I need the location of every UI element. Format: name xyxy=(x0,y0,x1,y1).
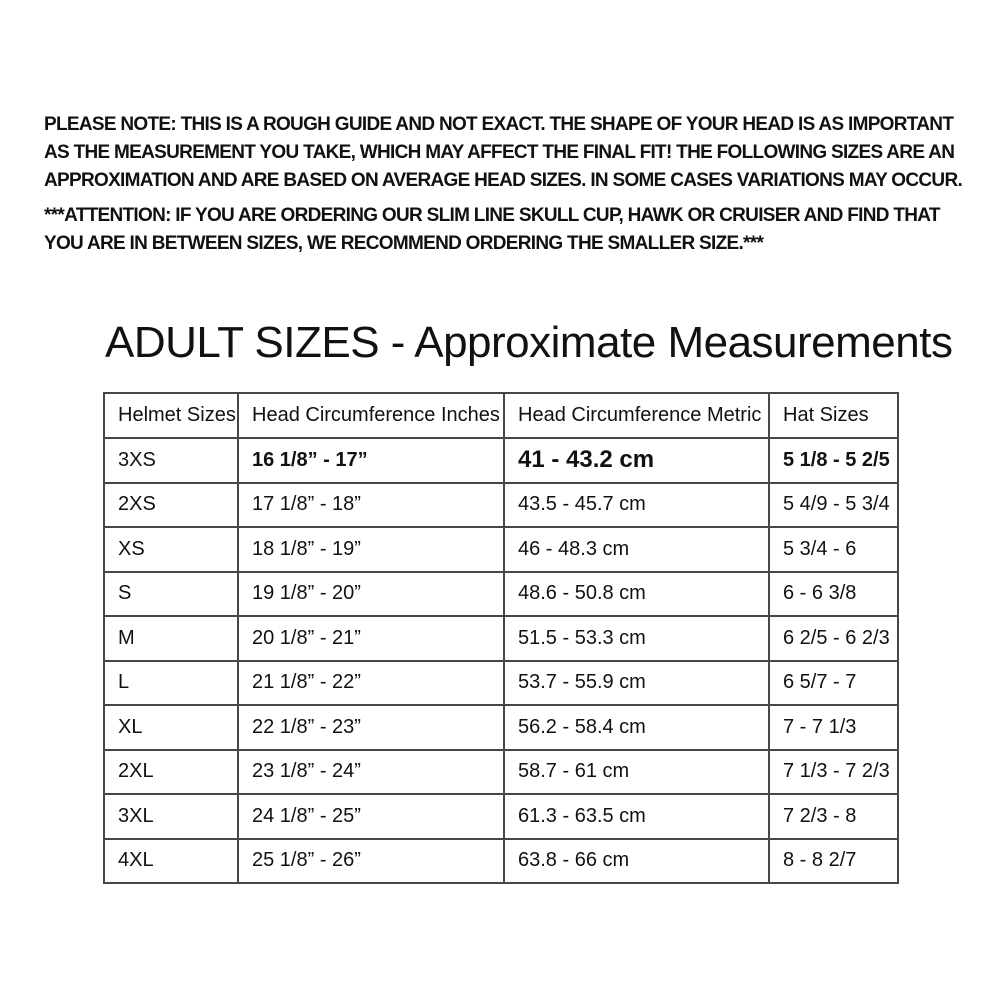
table-row-3xl xyxy=(104,794,898,839)
inches-cell: 16 1/8” - 17” xyxy=(238,438,504,483)
inches-cell: 21 1/8” - 22” xyxy=(238,661,504,706)
helmet-size-cell: L xyxy=(104,661,238,706)
column-header-helmet-sizes: Helmet Sizes xyxy=(104,393,238,438)
hat-size-cell: 6 2/5 - 6 2/3 xyxy=(769,616,898,661)
metric-cell: 43.5 - 45.7 cm xyxy=(504,483,769,528)
hat-size-cell: 7 - 7 1/3 xyxy=(769,705,898,750)
helmet-size-cell: 3XS xyxy=(104,438,238,483)
metric-cell: 56.2 - 58.4 cm xyxy=(504,705,769,750)
metric-cell: 53.7 - 55.9 cm xyxy=(504,661,769,706)
hat-size-cell: 6 - 6 3/8 xyxy=(769,572,898,617)
helmet-size-cell: 4XL xyxy=(104,839,238,884)
metric-cell: 46 - 48.3 cm xyxy=(504,527,769,572)
table-row-2xl xyxy=(104,750,898,795)
helmet-size-cell: M xyxy=(104,616,238,661)
hat-size-cell: 7 2/3 - 8 xyxy=(769,794,898,839)
inches-cell: 18 1/8” - 19” xyxy=(238,527,504,572)
hat-size-cell: 5 1/8 - 5 2/5 xyxy=(769,438,898,483)
column-header-circumference-metric: Head Circumference Metric xyxy=(504,393,769,438)
note-line-3: APPROXIMATION AND ARE BASED ON AVERAGE HEAD SIZES. IN SOME CASES VARIATIONS MAY OCCUR. xyxy=(44,170,963,191)
metric-cell: 58.7 - 61 cm xyxy=(504,750,769,795)
hat-size-cell: 5 3/4 - 6 xyxy=(769,527,898,572)
table-row-4xl xyxy=(104,839,898,884)
table-row-xl xyxy=(104,705,898,750)
inches-cell: 22 1/8” - 23” xyxy=(238,705,504,750)
column-header-circumference-inches: Head Circumference Inches xyxy=(238,393,504,438)
attention-line-1: ***ATTENTION: IF YOU ARE ORDERING OUR SLIM LINE SKULL CUP, HAWK OR CRUISER AND FIND THAT xyxy=(44,205,940,226)
inches-cell: 20 1/8” - 21” xyxy=(238,616,504,661)
table-row-2xs xyxy=(104,483,898,528)
inches-cell: 24 1/8” - 25” xyxy=(238,794,504,839)
page-title: ADULT SIZES - Approximate Measurements xyxy=(105,318,953,367)
table-header-row xyxy=(104,393,898,438)
attention-paragraph xyxy=(44,202,940,258)
helmet-size-cell: 3XL xyxy=(104,794,238,839)
table-row-m xyxy=(104,616,898,661)
hat-size-cell: 7 1/3 - 7 2/3 xyxy=(769,750,898,795)
metric-cell: 51.5 - 53.3 cm xyxy=(504,616,769,661)
helmet-size-cell: XS xyxy=(104,527,238,572)
column-header-hat-sizes: Hat Sizes xyxy=(769,393,898,438)
helmet-size-cell: S xyxy=(104,572,238,617)
table-row-l xyxy=(104,661,898,706)
hat-size-cell: 8 - 8 2/7 xyxy=(769,839,898,884)
attention-line-2: YOU ARE IN BETWEEN SIZES, WE RECOMMEND ORDERING THE SMALLER SIZE.*** xyxy=(44,233,764,254)
helmet-size-cell: 2XS xyxy=(104,483,238,528)
metric-cell: 61.3 - 63.5 cm xyxy=(504,794,769,839)
helmet-size-cell: XL xyxy=(104,705,238,750)
metric-cell: 48.6 - 50.8 cm xyxy=(504,572,769,617)
helmet-size-cell: 2XL xyxy=(104,750,238,795)
table-row-xs xyxy=(104,527,898,572)
note-paragraph xyxy=(44,111,962,195)
inches-cell: 19 1/8” - 20” xyxy=(238,572,504,617)
inches-cell: 17 1/8” - 18” xyxy=(238,483,504,528)
metric-cell: 63.8 - 66 cm xyxy=(504,839,769,884)
inches-cell: 25 1/8” - 26” xyxy=(238,839,504,884)
table-row-3xs xyxy=(104,438,898,483)
inches-cell: 23 1/8” - 24” xyxy=(238,750,504,795)
table-row-s xyxy=(104,572,898,617)
note-line-1: PLEASE NOTE: THIS IS A ROUGH GUIDE AND NOT EXACT. THE SHAPE OF YOUR HEAD IS AS IMPORTANT xyxy=(44,114,954,135)
adult-sizes-table xyxy=(103,392,899,884)
hat-size-cell: 6 5/7 - 7 xyxy=(769,661,898,706)
hat-size-cell: 5 4/9 - 5 3/4 xyxy=(769,483,898,528)
metric-cell: 41 - 43.2 cm xyxy=(504,438,769,483)
note-line-2: AS THE MEASUREMENT YOU TAKE, WHICH MAY AFFECT THE FINAL FIT! THE FOLLOWING SIZES ARE AN xyxy=(44,142,955,163)
